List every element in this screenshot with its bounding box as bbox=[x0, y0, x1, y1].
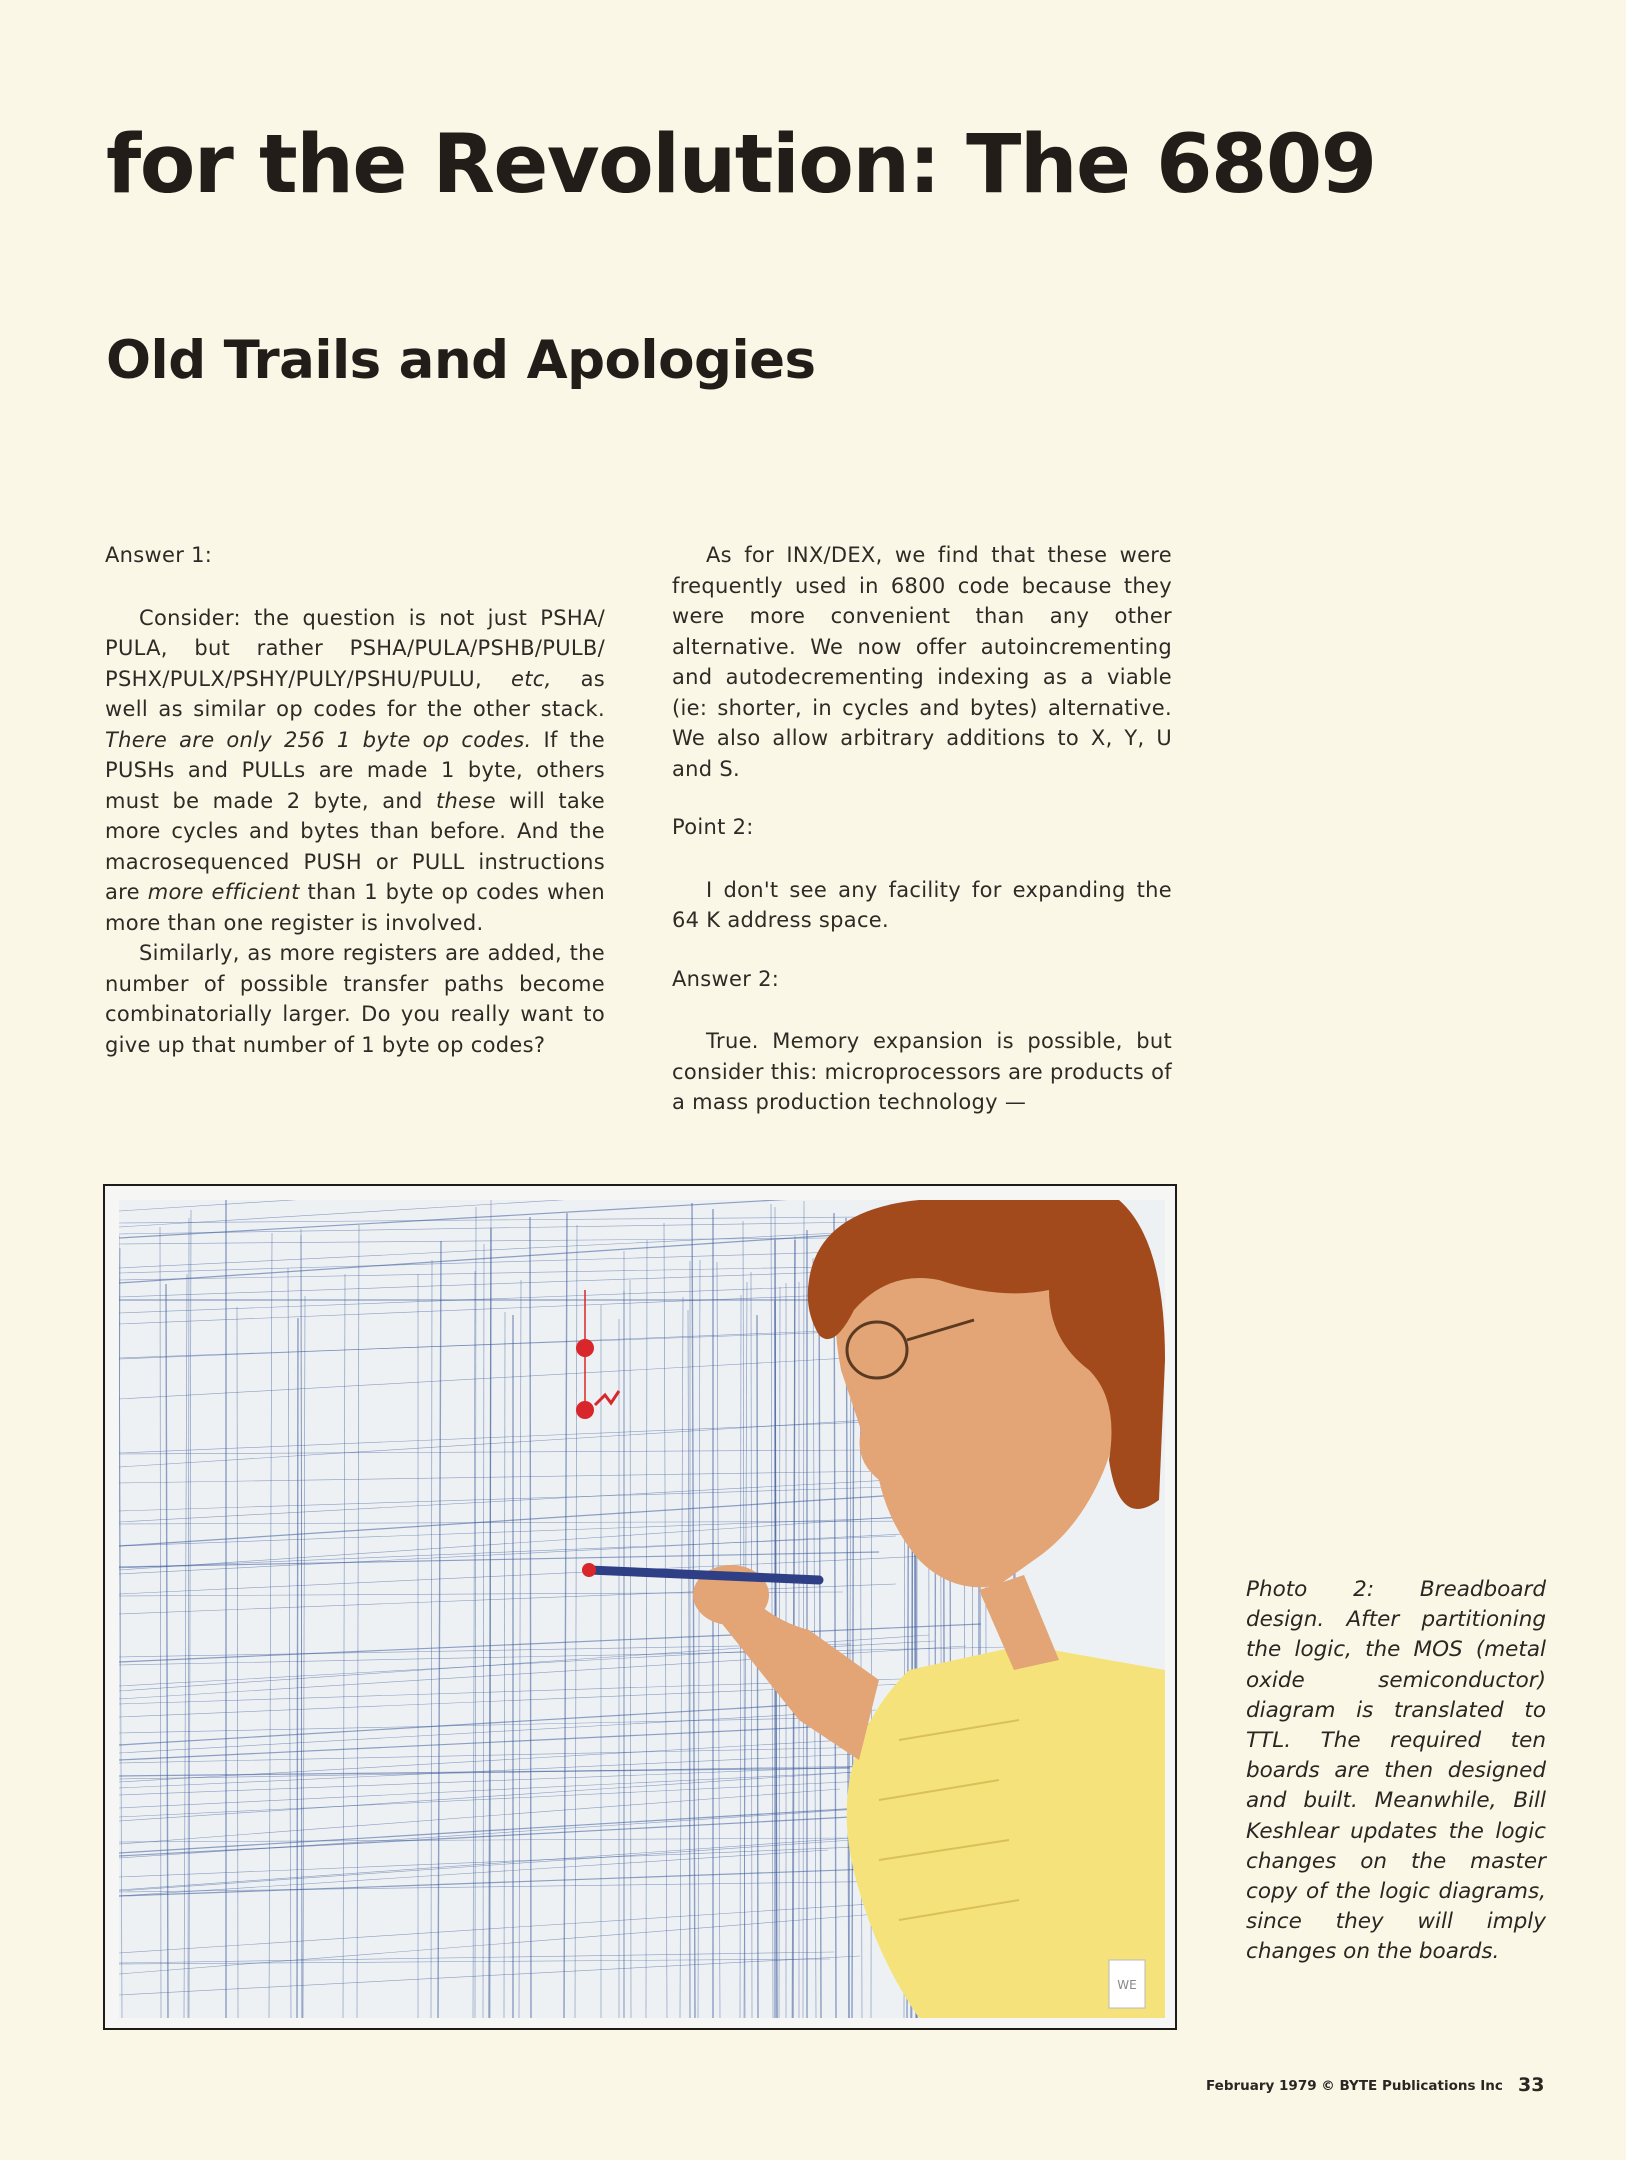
photo-illustration bbox=[119, 1200, 1165, 2018]
body-text: will take more cycles and bytes than before. And the macrosequenced PUSH or PULL instructions are bbox=[105, 788, 605, 904]
article-title: for the Revolution: The 6809 bbox=[106, 118, 1376, 212]
spacer bbox=[672, 784, 1172, 812]
emphasis-text: these bbox=[435, 788, 496, 813]
body-text: as well as similar op codes for the other stack. bbox=[105, 666, 606, 721]
page-number: 33 bbox=[1518, 2074, 1545, 2096]
footer-credit: February 1979 © BYTE Publications Inc bbox=[1206, 2078, 1503, 2094]
right-text-column bbox=[672, 540, 1172, 1118]
answer-1-paragraph-2: Similarly, as more registers are added, the number of possible transfer paths become combinatorially larger. Do you really want to give up that number of 1 byte op codes? bbox=[105, 941, 605, 1057]
emphasis-text: more efficient bbox=[147, 880, 300, 904]
breadboard-photo bbox=[103, 1184, 1177, 2030]
body-text: than 1 byte op codes when more than one register is involved. bbox=[105, 880, 606, 935]
body-text: If the PUSHs and PULLs are made 1 byte, others must be made 2 byte, and bbox=[105, 727, 605, 813]
answer-1-heading: Answer 1: bbox=[105, 543, 213, 567]
answer-1-paragraph bbox=[105, 603, 605, 939]
name-badge: WE bbox=[1117, 1978, 1137, 1992]
left-text-column bbox=[105, 540, 605, 1060]
point-2-heading: Point 2: bbox=[672, 815, 754, 839]
point-2-paragraph: I don't see any facility for expanding the 64 K address space. bbox=[672, 877, 1172, 932]
answer-2-paragraph: True. Memory expansion is possible, but consider this: microprocessors are products of a mass production technology — bbox=[672, 1029, 1172, 1114]
answer-2-heading: Answer 2: bbox=[672, 966, 780, 991]
inx-dex-paragraph: As for INX/DEX, we find that these were frequently used in 6800 code because they were more convenient than any other alternative. We now offer autoincrementing and autodecrementing indexing as a viable (ie: shorter, in cycles and bytes) alternative. We also allow arbitrary additions to X, Y, U and S. bbox=[672, 543, 1172, 781]
emphasis-text: There are only 256 1 byte op codes. bbox=[105, 727, 532, 752]
photo-caption: Photo 2: Breadboard design. After partitioning the logic, the MOS (metal oxide semiconductor) diagram is translated to TTL. The required ten boards are then designed and built. Meanwhile, Bill Keshlear updates the logic changes on the master copy of the logic diagrams, since they will imply changes on the boards. bbox=[1246, 1577, 1546, 1965]
article-subtitle: Old Trails and Apologies bbox=[106, 330, 816, 391]
emphasis-text: etc, bbox=[510, 666, 552, 691]
body-text: Consider: the question is not just PSHA/ PULA, but rather PSHA/PULA/PSHB/PULB/ PSHX/PULX/PSHY/PULY/PSHU/PULU, bbox=[105, 605, 605, 691]
spacer bbox=[672, 936, 1172, 964]
